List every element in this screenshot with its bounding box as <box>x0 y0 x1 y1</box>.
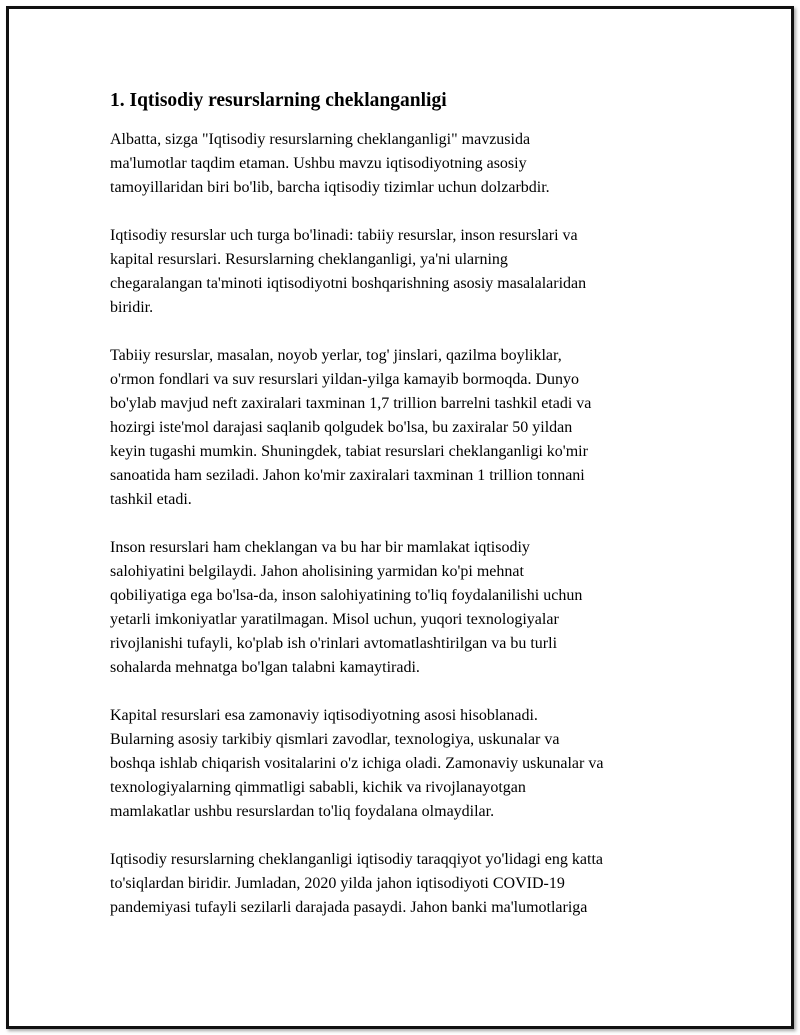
text-line: to'siqlardan biridir. Jumladan, 2020 yilda jahon iqtisodiyoti COVID-19 <box>110 875 565 892</box>
text-line: tamoyillaridan biri bo'lib, barcha iqtisodiy tizimlar uchun dolzarbdir. <box>110 179 550 196</box>
paragraph-4 <box>110 536 710 680</box>
document-title: 1. Iqtisodiy resurslarning cheklanganligi <box>110 90 447 111</box>
text-line: chegaralangan ta'minoti iqtisodiyotni boshqarishning asosiy masalalaridan <box>110 275 587 292</box>
paragraph-1 <box>110 128 710 200</box>
text-line: bo'ylab mavjud neft zaxiralari taxminan 1,7 trillion barrelni tashkil etadi va <box>110 395 592 412</box>
text-line: Iqtisodiy resurslar uch turga bo'linadi: tabiiy resurslar, inson resurslari va <box>110 227 578 244</box>
text-line: mamlakatlar ushbu resurslardan to'liq foydalana olmaydilar. <box>110 803 495 820</box>
text-line: o'rmon fondlari va suv resurslari yildan-yilga kamayib bormoqda. Dunyo <box>110 371 579 388</box>
text-line: salohiyatini belgilaydi. Jahon aholisining yarmidan ko'pi mehnat <box>110 563 524 580</box>
text-line: tashkil etadi. <box>110 491 192 508</box>
text-line: Inson resurslari ham cheklangan va bu har bir mamlakat iqtisodiy <box>110 539 530 556</box>
text-line: Bularning asosiy tarkibiy qismlari zavodlar, texnologiya, uskunalar va <box>110 731 560 748</box>
text-line: hozirgi iste'mol darajasi saqlanib qolgudek bo'lsa, bu zaxiralar 50 yildan <box>110 419 573 436</box>
text-line: rivojlanishi tufayli, ko'plab ish o'rinlari avtomatlashtirilgan va bu turli <box>110 635 558 652</box>
text-line: yetarli imkoniyatlar yaratilmagan. Misol uchun, yuqori texnologiyalar <box>110 611 559 628</box>
paragraph-3 <box>110 344 710 512</box>
text-line: Tabiiy resurslar, masalan, noyob yerlar, tog' jinslari, qazilma boyliklar, <box>110 347 562 364</box>
text-line: texnologiyalarning qimmatligi sababli, kichik va rivojlanayotgan <box>110 779 526 796</box>
paragraph-6 <box>110 848 710 920</box>
text-line: kapital resurslari. Resurslarning cheklanganligi, ya'ni ularning <box>110 251 508 268</box>
document-body <box>110 88 710 944</box>
text-line: Iqtisodiy resurslarning cheklanganligi iqtisodiy taraqqiyot yo'lidagi eng katta <box>110 851 603 868</box>
text-line: Albatta, sizga "Iqtisodiy resurslarning cheklanganligi" mavzusida <box>110 131 531 148</box>
text-line: Kapital resurslari esa zamonaviy iqtisodiyotning asosi hisoblanadi. <box>110 707 538 724</box>
text-line: qobiliyatiga ega bo'lsa-da, inson salohiyatining to'liq foydalanilishi uchun <box>110 587 583 604</box>
text-line: sohalarda mehnatga bo'lgan talabni kamaytiradi. <box>110 659 420 676</box>
paragraph-5 <box>110 704 710 824</box>
text-line: pandemiyasi tufayli sezilarli darajada pasaydi. Jahon banki ma'lumotlariga <box>110 899 588 916</box>
text-line: biridir. <box>110 299 154 316</box>
text-line: ma'lumotlar taqdim etaman. Ushbu mavzu iqtisodiyotning asosiy <box>110 155 527 172</box>
text-line: sanoatida ham seziladi. Jahon ko'mir zaxiralari taxminan 1 trillion tonnani <box>110 467 585 484</box>
text-line: boshqa ishlab chiqarish vositalarini o'z ichiga oladi. Zamonaviy uskunalar va <box>110 755 604 772</box>
paragraph-2 <box>110 224 710 320</box>
text-line: keyin tugashi mumkin. Shuningdek, tabiat resurslari cheklanganligi ko'mir <box>110 443 588 460</box>
